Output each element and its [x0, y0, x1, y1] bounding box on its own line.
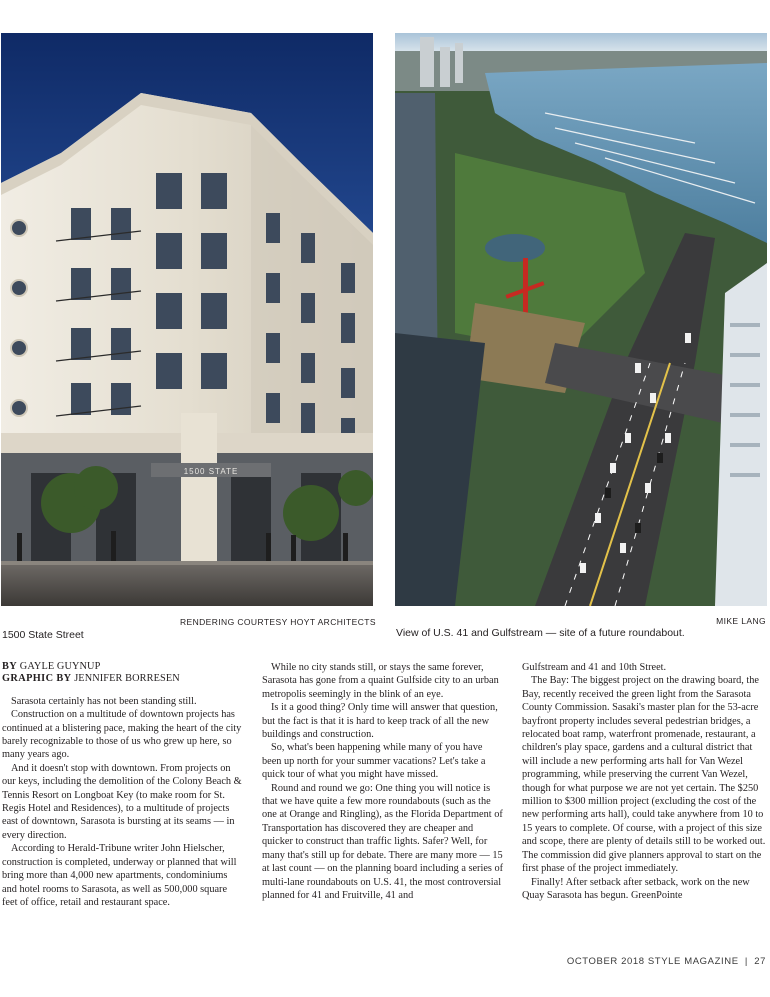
- article-paragraph: So, what's been happening while many of you have been up north for your summer vacations? Let's take a quick tour of what you might have missed.: [262, 742, 486, 781]
- article-paragraph: And it doesn't stop with downtown. From projects on our keys, including the demolition of the Colony Beach & Tennis Resort on Longboat Key (to make room for St. Regis Hotel and Residences), to a multitude of projects east of downtown, Sarasota is bursting at its seams — in every direction.: [2, 762, 242, 841]
- photo-credit-right: MIKE LANG: [716, 616, 766, 626]
- article-paragraph: Round and round we go: One thing you will notice is that we have quite a few more roundabouts (such as the one at Orange and Ringling), as the Florida Department of Transportation has discovered they are cheaper and quicker to construct than traffic lights. Safer? Well, for many that's still up for debate. There are many more — 15 at last count — on the planning board including a series of multi-lane roundabouts on U.S. 41, the most controversial planned for 41 and Fruitville, 41 and: [262, 782, 504, 901]
- aerial-photo-graphic: [395, 33, 767, 606]
- aerial-photo-image: [395, 33, 767, 606]
- author-name: GAYLE GUYNUP: [19, 661, 101, 672]
- article-paragraph: Is it a good thing? Only time will answer that question, but the fact is that it is hard to keep track of all the new buildings and construction.: [262, 702, 498, 741]
- byline: [2, 661, 244, 686]
- graphic-author-name: JENNIFER BORRESEN: [74, 673, 180, 685]
- byline-label: BY: [2, 661, 18, 672]
- building-rendering-graphic: [1, 33, 373, 606]
- author-byline: [2, 661, 244, 673]
- photo-caption-left: 1500 State Street: [2, 629, 84, 641]
- building-sign-text: 1500 STATE: [183, 467, 239, 476]
- building-rendering-image: [1, 33, 373, 606]
- graphic-byline: [2, 673, 244, 685]
- article-column-1: [2, 661, 244, 909]
- article-paragraph: Finally! After setback after setback, work on the new Quay Sarasota has begun. GreenPointe: [522, 876, 750, 901]
- article-paragraph: According to Herald-Tribune writer John Hielscher, construction is completed, underway or planned that will bring more than 4,000 new apartments, condominiums and hotel rooms to Sarasota, as well as 500,000 square feet of office, retail and restaurant space.: [2, 843, 237, 908]
- article-paragraph: Sarasota certainly has not been standing still.: [11, 695, 197, 707]
- article-column-3: [522, 661, 768, 902]
- article-paragraph: While no city stands still, or stays the same forever, Sarasota has gone from a quaint Gulfside city to an urban metropolis seemingly in the blink of an eye.: [262, 662, 499, 700]
- article-paragraph: The Bay: The biggest project on the drawing board, the Bay, recently received the green light from the Sarasota County Commission. Sasaki's master plan for the 53-acre bayfront property includes several pedestrian bridges, a relocated boat ramp, waterfront promenade, restaurant, a children's play space, gardens and a cultural district that will include a new performing arts hall for Van Wezel programming, while preserving the current Van Wezel, though for what purpose we are not yet certain. The $250 million to $300 million project (excluding the cost of the new performing arts hall), could take anywhere from 10 to 15 years to complete. Of course, with a project of this size and scope, there are plenty of details still to be worked out. The commission did give planners approval to start on the first phase of the project immediately.: [522, 675, 766, 875]
- article-paragraph: Construction on a multitude of downtown projects has continued at a blistering pace, making the heart of the city barely recognizable to those of us who grew up here, so many years ago.: [2, 709, 242, 761]
- article-column-2: [262, 661, 504, 902]
- graphic-byline-label: GRAPHIC BY: [2, 673, 72, 685]
- issue-label: OCTOBER 2018 STYLE MAGAZINE: [566, 956, 739, 967]
- page-number: 27: [754, 956, 766, 967]
- photo-caption-right: View of U.S. 41 and Gulfstream — site of a future roundabout.: [396, 627, 685, 639]
- page-footer: [567, 956, 766, 967]
- article-paragraph-continued: Gulfstream and 41 and 10th Street.: [522, 662, 667, 673]
- photo-credit-left: RENDERING COURTESY HOYT ARCHITECTS: [180, 617, 376, 627]
- folio-separator: |: [744, 956, 748, 967]
